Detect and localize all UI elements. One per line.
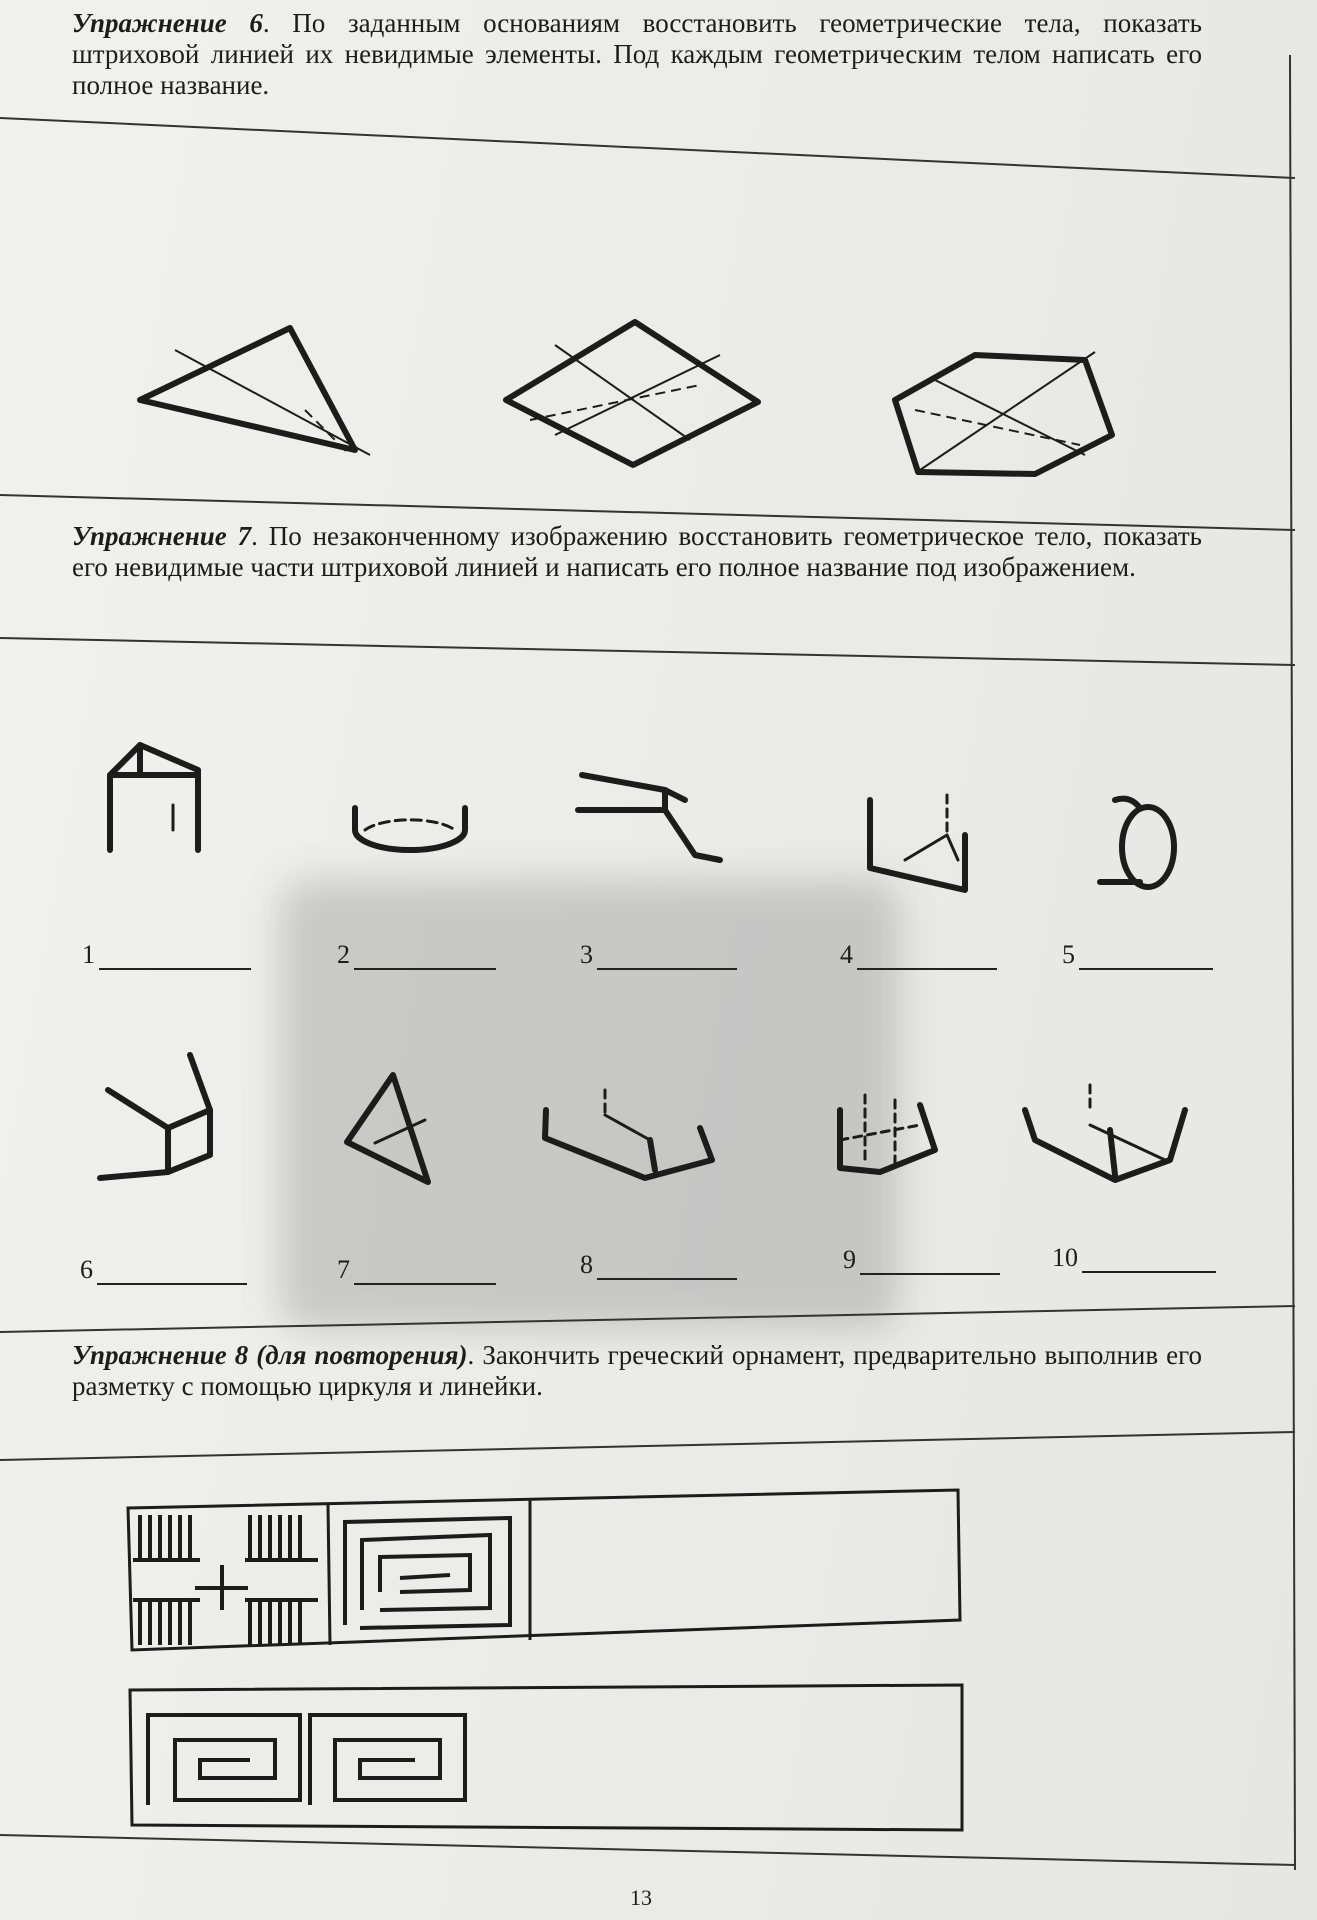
ex7-figure-10 (1025, 1085, 1185, 1180)
ornament-band-2-meander (148, 1715, 465, 1805)
exercise-6-title: Упражнение 6 (72, 8, 263, 38)
answer-10 (1052, 1243, 1216, 1273)
ex6-triangle (140, 328, 370, 455)
ex6-hexagon (895, 352, 1112, 474)
answer-8-number: 8 (580, 1250, 593, 1279)
answer-3-blank[interactable] (597, 946, 737, 970)
rule-ex7-content (0, 638, 1295, 665)
rule-right-border (1290, 55, 1295, 1870)
answer-6 (80, 1255, 247, 1285)
ex7-figure-7 (347, 1075, 428, 1182)
answer-6-blank[interactable] (97, 1261, 247, 1285)
answer-1-blank[interactable] (99, 946, 251, 970)
answer-9-number: 9 (843, 1245, 856, 1274)
rule-ex8-top (0, 1306, 1295, 1332)
answer-9-blank[interactable] (860, 1251, 1000, 1275)
ex7-figure-8 (545, 1090, 712, 1178)
ornament-band-1 (128, 1490, 960, 1650)
ex7-figure-4 (870, 795, 965, 890)
answer-8-blank[interactable] (597, 1256, 737, 1280)
answer-1-number: 1 (82, 940, 95, 969)
answer-6-number: 6 (80, 1255, 93, 1284)
ornament-band-2 (130, 1685, 962, 1830)
rule-ex8-content (0, 1432, 1295, 1460)
answer-10-blank[interactable] (1082, 1249, 1216, 1273)
answer-2-number: 2 (337, 940, 350, 969)
exercise-7-body: . По незаконченному изображению восстановить геометрическое тело, показать его невидимые части штриховой линией и написать его полное название под изображением. (72, 521, 1202, 582)
answer-2 (337, 940, 496, 970)
ex7-figure-6 (100, 1055, 210, 1178)
ex7-figure-2 (355, 808, 465, 850)
rule-bottom (0, 1835, 1295, 1865)
answer-9 (843, 1245, 1000, 1275)
ex7-figure-5 (1100, 799, 1174, 887)
exercise-6-body: . По заданным основаниям восстановить геометрические тела, показать штриховой линией их невидимые элементы. Под каждым геометрическим телом написать его полное название. (72, 8, 1202, 100)
ex7-figure-9 (840, 1095, 935, 1172)
exercise-8-body: . Закончить греческий орнамент, предварительно выполнив его разметку с помощью циркуля и линейки. (72, 1340, 1202, 1401)
answer-5 (1062, 940, 1213, 970)
answer-10-number: 10 (1052, 1243, 1078, 1272)
ornament-band-1-meander (345, 1518, 510, 1628)
answer-3-number: 3 (580, 940, 593, 969)
rule-ex7-top (0, 495, 1295, 530)
answer-8 (580, 1250, 737, 1280)
answer-5-number: 5 (1062, 940, 1075, 969)
ex7-figure-3 (578, 775, 720, 860)
answer-4 (840, 940, 997, 970)
answer-3 (580, 940, 737, 970)
exercise-7-title: Упражнение 7 (72, 521, 252, 551)
exercise-8-title: Упражнение 8 (для повторения) (72, 1340, 468, 1370)
answer-1 (82, 940, 251, 970)
ornament-band-1-hatching (133, 1515, 318, 1645)
answer-4-number: 4 (840, 940, 853, 969)
answer-7-number: 7 (337, 1255, 350, 1284)
answer-7 (337, 1255, 496, 1285)
answer-5-blank[interactable] (1079, 946, 1213, 970)
rule-ex6-top (0, 118, 1295, 178)
ex6-rhombus (506, 322, 758, 465)
answer-7-blank[interactable] (354, 1261, 496, 1285)
answer-2-blank[interactable] (354, 946, 496, 970)
ex7-figure-1 (110, 745, 198, 850)
page-number: 13 (630, 1885, 652, 1910)
answer-4-blank[interactable] (857, 946, 997, 970)
